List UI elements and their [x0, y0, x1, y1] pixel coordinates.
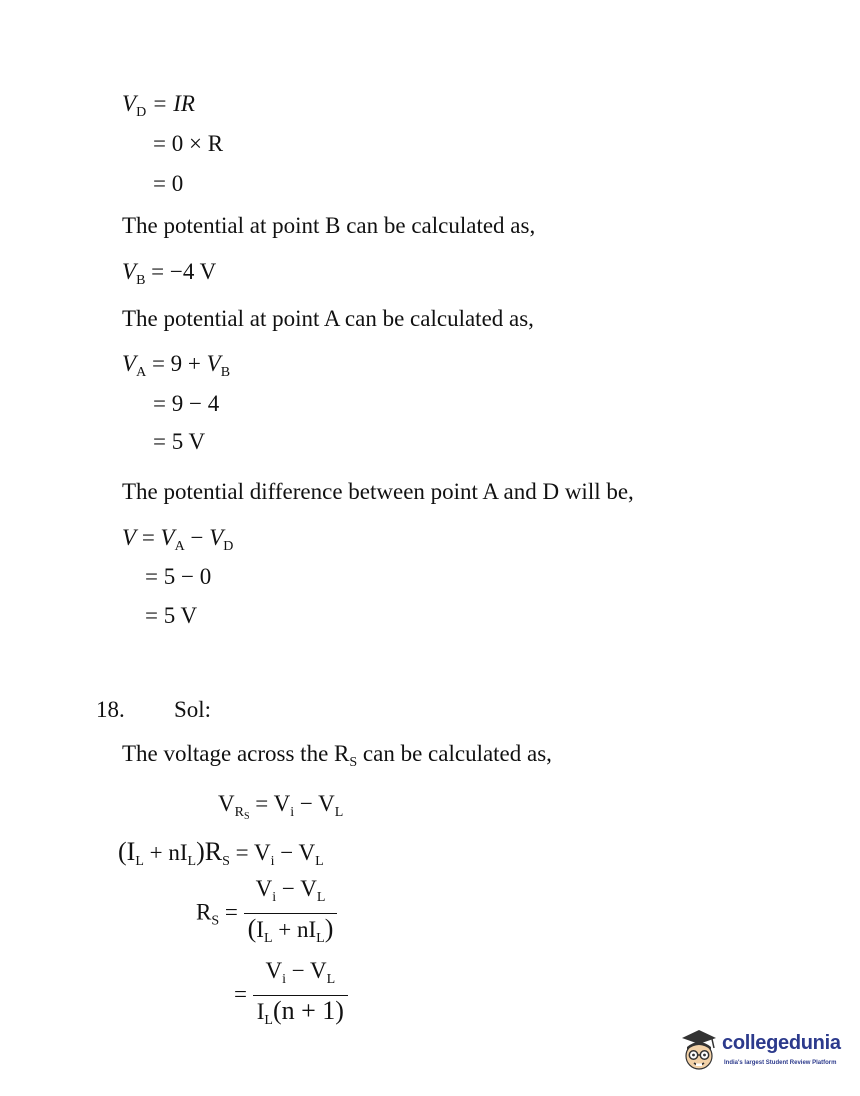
logo-text: collegedunia — [722, 1032, 841, 1054]
eq-v-line2: = 5 − 0 — [145, 564, 212, 589]
mascot-icon — [678, 1026, 720, 1076]
collegedunia-logo — [678, 1026, 850, 1080]
eq-vd-line1: $V_D$ = IR — [122, 91, 195, 120]
logo-tagline: India's largest Student Review Platform — [724, 1060, 837, 1066]
eq-vd-line3: = 0 — [153, 171, 184, 196]
eq-va-line3: = 5 V — [153, 429, 206, 454]
eq-current-relation: $(I_L + nI_L)R_S = V_i - V_L$ — [118, 837, 324, 869]
eq-vd-line2: = 0 × R — [153, 131, 224, 156]
eq-v-line1: $V = V_A - V_D$ — [122, 525, 234, 554]
fraction: $\frac{V_i - V_L}{I_L(n + 1)}$ — [253, 958, 348, 1034]
solution-label: Sol: — [174, 697, 212, 722]
eq-v-line3: = 5 V — [145, 603, 198, 628]
fraction: $\frac{V_i - V_L}{(I_L + nI_L)}$ — [244, 876, 338, 952]
text-point-b: The potential at point B can be calculated as, — [122, 213, 536, 238]
question-number: 18. — [96, 697, 125, 722]
text-point-a: The potential at point A can be calculated as, — [122, 306, 534, 331]
eq-va-line2: = 9 − 4 — [153, 391, 220, 416]
eq-vrs: $V_{R_S} = V_i - V_L$ — [218, 791, 344, 822]
eq-vb: $V_B = -4$ V — [122, 259, 217, 288]
text-potential-difference: The potential difference between point A and D will be, — [122, 479, 634, 504]
eq-va-line1: $V_A = 9 + V_B$ — [122, 351, 231, 380]
eq-rs-simplified: = $\frac{V_i - V_L}{I_L(n + 1)}$ — [234, 958, 348, 1034]
text-voltage-across-rs: The voltage across the $R_S$ can be calculated as, — [122, 741, 552, 770]
eq-rs-fraction: $R_S$ = $\frac{V_i - V_L}{(I_L + nI_L)}$ — [196, 876, 337, 952]
